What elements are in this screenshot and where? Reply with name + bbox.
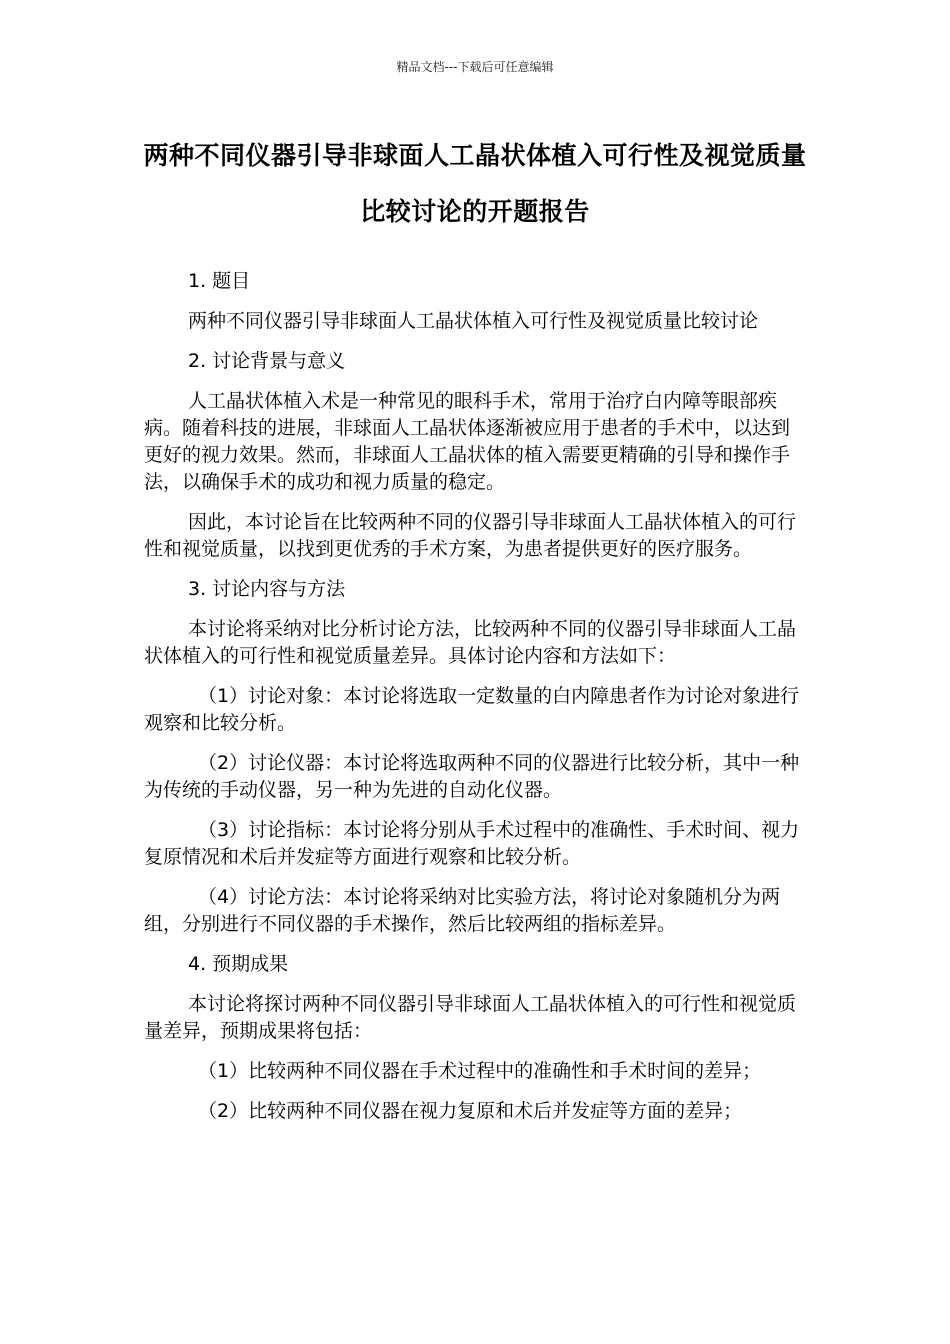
- section-heading: 4. 预期成果: [188, 953, 289, 975]
- section-heading: 3. 讨论内容与方法: [188, 578, 346, 600]
- paragraph: 两种不同仪器引导非球面人工晶状体植入可行性及视觉质量比较讨论: [188, 310, 759, 332]
- section-heading: 1. 题目: [188, 270, 251, 292]
- paragraph: 本讨论将探讨两种不同仪器引导非球面人工晶状体植入的可行性和视觉质量差异，预期成果将包括：: [144, 993, 797, 1042]
- list-item: （4）讨论方法：本讨论将采纳对比实验方法，将讨论对象随机分为两组，分别进行不同仪器的手术操作，然后比较两组的指标差异。: [144, 886, 781, 935]
- list-item: （2）讨论仪器：本讨论将选取两种不同的仪器进行比较分析，其中一种为传统的手动仪器，另一种为先进的自动化仪器。: [144, 752, 800, 801]
- section-heading: 2. 讨论背景与意义: [188, 350, 346, 372]
- paragraph: 因此，本讨论旨在比较两种不同的仪器引导非球面人工晶状体植入的可行性和视觉质量，以找到更优秀的手术方案，为患者提供更好的医疗服务。: [144, 511, 797, 560]
- document-body: [144, 268, 808, 1138]
- paragraph: 本讨论将采纳对比分析讨论方法，比较两种不同的仪器引导非球面人工晶状体植入的可行性和视觉质量差异。具体讨论内容和方法如下：: [144, 618, 797, 667]
- document-title: 两种不同仪器引导非球面人工晶状体植入可行性及视觉质量比较讨论的开题报告: [143, 141, 807, 226]
- list-item: （2）比较两种不同仪器在视力复原和术后并发症等方面的差异；: [198, 1100, 743, 1122]
- list-item: （1）比较两种不同仪器在手术过程中的准确性和手术时间的差异；: [198, 1060, 762, 1082]
- paragraph: 人工晶状体植入术是一种常见的眼科手术，常用于治疗白内障等眼部疾病。随着科技的进展，非球面人工晶状体逐渐被应用于患者的手术中，以达到更好的视力效果。然而，非球面人工晶状体的植入需要更精确的引导和操作手法，以确保手术的成功和视力质量的稳定。: [144, 390, 791, 493]
- header-note: 精品文档---下载后可任意编辑: [396, 60, 554, 74]
- list-item: （1）讨论对象：本讨论将选取一定数量的白内障患者作为讨论对象进行观察和比较分析。: [144, 685, 800, 734]
- list-item: （3）讨论指标：本讨论将分别从手术过程中的准确性、手术时间、视力复原情况和术后并发症等方面进行观察和比较分析。: [144, 819, 800, 868]
